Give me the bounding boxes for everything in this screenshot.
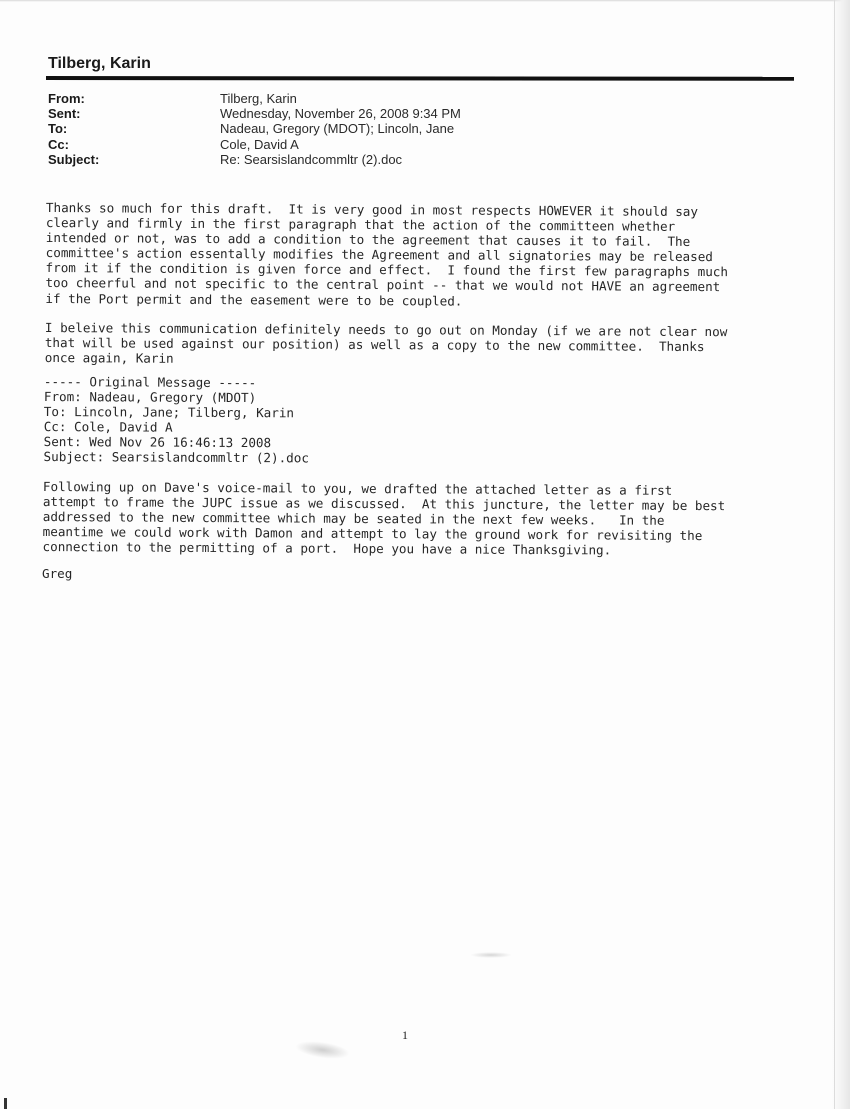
header-cc-value: Cole, David A bbox=[220, 136, 299, 152]
header-from-row bbox=[48, 91, 648, 106]
scan-smudge bbox=[470, 952, 512, 958]
header-sent-row bbox=[48, 106, 648, 121]
header-to-label: To: bbox=[48, 121, 68, 137]
body-paragraph-2: I beleive this communication definitely needs to go out on Monday (if we are not clear now that will be used against our position) as well as a copy to the new committee. Thanks once again, Karin bbox=[44, 320, 728, 366]
title-rule bbox=[46, 76, 794, 81]
header-sent-label: Sent: bbox=[48, 106, 81, 122]
header-to-value: Nadeau, Gregory (MDOT); Lincoln, Jane bbox=[220, 121, 455, 137]
body-paragraph-3: Following up on Dave's voice-mail to you, we drafted the attached letter as a first attempt to frame the JUPC issue as we discussed. At this juncture, the letter may be best addressed to the new committee which may be seated in the next few weeks. In the meantime we could work with Damon and attempt to lay the ground work for revisiting the connection to the permitting of a port. Hope you have a nice Thanksgiving. bbox=[42, 479, 726, 558]
body-paragraph-1: Thanks so much for this draft. It is very good in most respects HOWEVER it should say clearly and firmly in the first paragraph that the action of the committeen whether intended or not, was to add a condition to the agreement that causes it to fail. The committee's action essentally modifies the Agreement and all signatories may be released from it if the condition is given force and effect. I found the first few paragraphs much too cheerful and not specific to the central point -- that we would not HAVE an agreement if the Port permit and the easement were to be coupled. bbox=[45, 200, 729, 309]
scan-right-line bbox=[834, 0, 835, 1109]
header-sent-value: Wednesday, November 26, 2008 9:34 PM bbox=[220, 106, 461, 122]
header-cc-row bbox=[48, 137, 648, 152]
page-number: 1 bbox=[402, 1028, 408, 1042]
header-subject-row bbox=[48, 152, 648, 167]
header-from-label: From: bbox=[48, 91, 85, 106]
email-header bbox=[48, 91, 648, 167]
signoff: Greg bbox=[42, 566, 73, 581]
scan-smudge bbox=[294, 1038, 351, 1061]
header-from-value: Tilberg, Karin bbox=[220, 91, 297, 106]
header-subject-value: Re: Searsislandcommltr (2).doc bbox=[220, 151, 403, 167]
scan-top-edge bbox=[0, 0, 850, 2]
header-to-row bbox=[48, 121, 648, 136]
document-title: Tilberg, Karin bbox=[48, 55, 151, 72]
original-message-block: ----- Original Message ----- From: Nadeau, Gregory (MDOT) To: Lincoln, Jane; Tilberg, Karin Cc: Cole, David A Sent: Wed Nov 26 16:46:13 2008 Subject: Searsislandcommltr (2).doc bbox=[43, 374, 309, 466]
scan-corner-mark bbox=[4, 1098, 7, 1109]
header-cc-label: Cc: bbox=[48, 136, 69, 152]
header-subject-label: Subject: bbox=[48, 151, 100, 167]
